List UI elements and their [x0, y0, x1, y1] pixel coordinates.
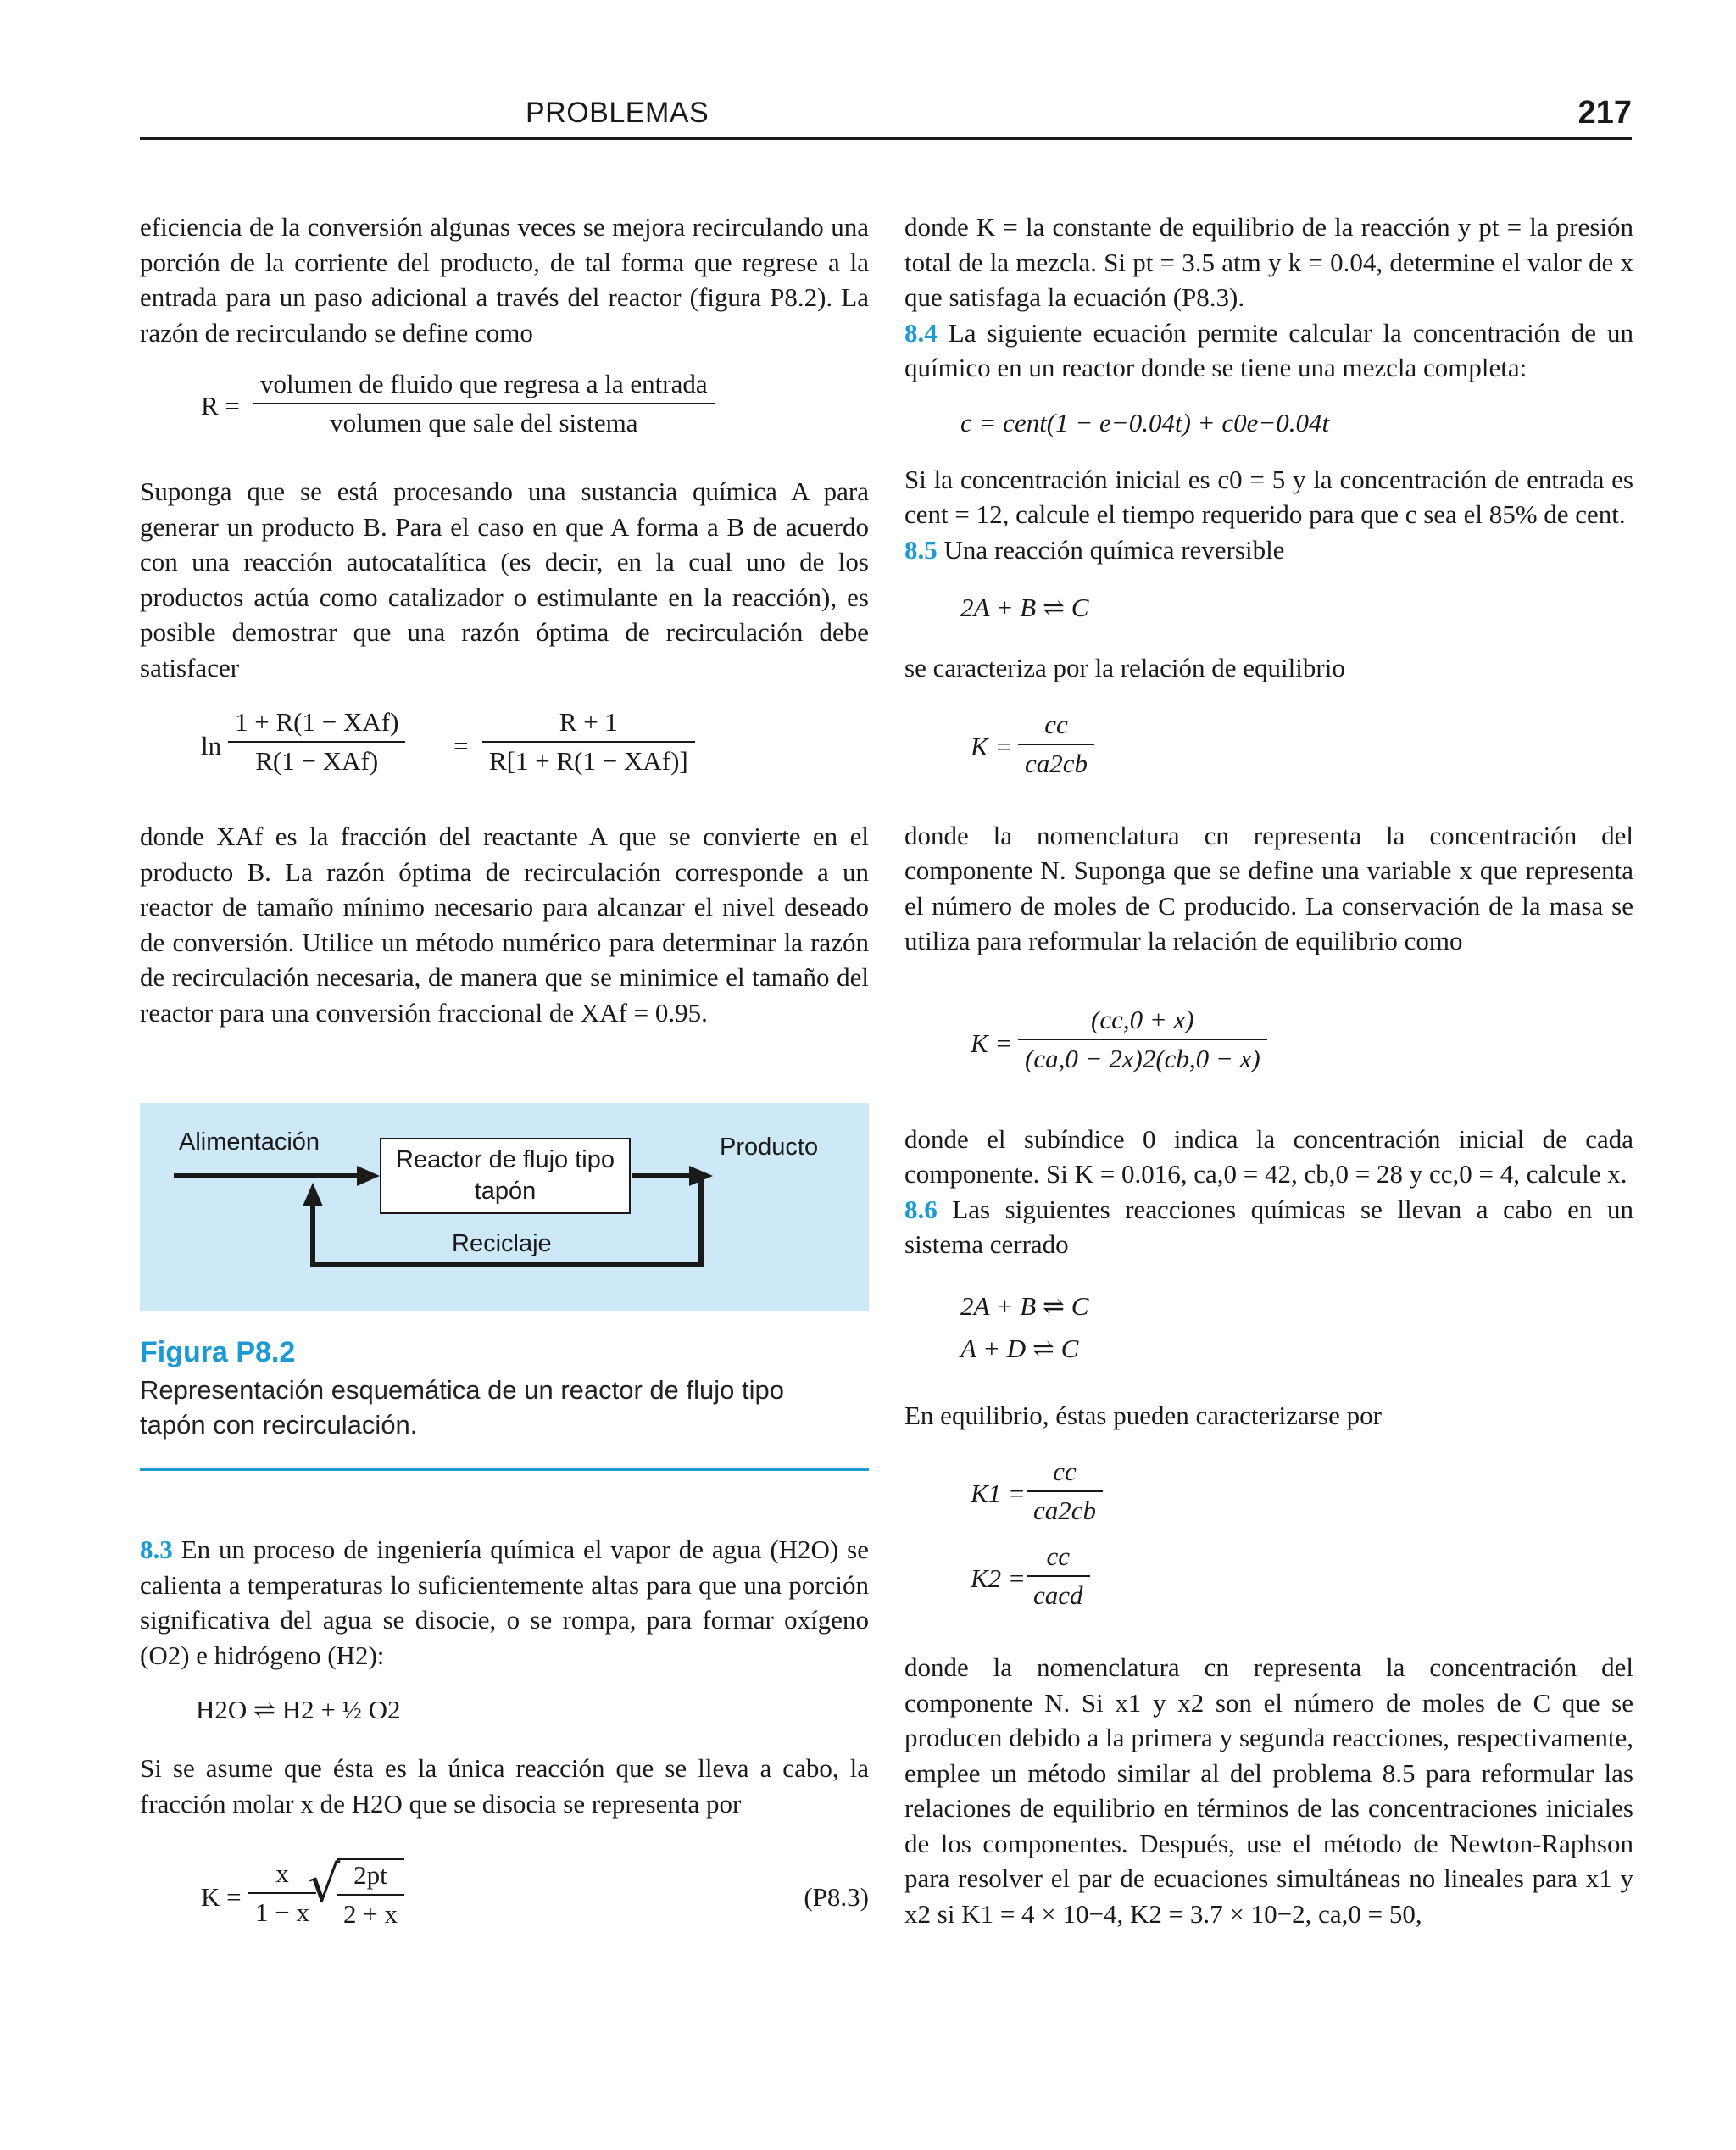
figure-reactor-diagram: [140, 1103, 869, 1311]
problem-8-3: [140, 1532, 869, 1673]
equation-concentration: c = cent(1 − e−0.04t) + c0e−0.04t: [960, 407, 1330, 437]
eq-k-root-numerator: 2pt: [337, 1860, 404, 1896]
problem-number: 8.3: [140, 1535, 173, 1564]
flow-arrows: [140, 1103, 869, 1311]
page-number: 217: [1577, 95, 1632, 131]
eq-ln-fraction: [228, 707, 405, 777]
eq-K1-lhs: K1 =: [971, 1479, 1026, 1508]
paragraph-newton-raphson: donde la nomenclatura cn representa la concentración del componente N. Si x1 y x2 son el número de moles de C que se producen debido a la primera y segunda reacciones, respectivamente, emplee un método similar al del problema 8.5 para reformular las relaciones de equilibrio en términos de las concentraciones iniciales de los componentes. Después, use el método de Newton-Raphson para resolver el par de ecuaciones simultáneas no lineales para x1 y x2 si K1 = 4 × 10−4, K2 = 3.7 × 10−2, ca,0 = 50,: [904, 1652, 1633, 1929]
recycle-loop: [313, 1176, 701, 1265]
equation-reformulated: [904, 1005, 1633, 1089]
problem-text: En un proceso de ingeniería química el vapor de agua (H2O) se calienta a temperaturas lo suficientemente altas para que una porción significativa del agua se disocie, o se rompa, para formar oxígeno (O2) e hidrógeno (H2):: [140, 1535, 869, 1670]
equation-tag: (P8.3): [804, 1882, 869, 1912]
problem-8-6: [904, 1192, 1633, 1262]
equation-K1: [904, 1457, 1633, 1535]
equation-optimal-recycle: [201, 707, 869, 788]
eq-k1-fraction: [1018, 710, 1094, 779]
equation-K2: [904, 1541, 1633, 1619]
equation-reaction: 2A + B ⇌ C: [960, 593, 1089, 622]
problem-number: 8.4: [904, 317, 938, 348]
eq-k-numerator: x: [248, 1858, 316, 1894]
problem-8-5: [904, 532, 1633, 568]
paragraph-autocatalytic: Suponga que se está procesando una sustancia química A para generar un producto B. Para el caso en que A forma a B de acuerdo con una reacción autocatalítica (es decir, en la cual uno de los productos actúa como catalizador o estimulante en la reacción), es posible demostrar que una razón óptima de recirculación debe satisfacer: [140, 476, 869, 682]
eq-K2-lhs: K2 =: [971, 1563, 1026, 1593]
eq-k-root-denominator: 2 + x: [343, 1899, 398, 1929]
eq-equals: =: [453, 731, 469, 760]
equation-reaction-1: 2A + B ⇌ C: [960, 1290, 1089, 1321]
equation-p8-3: [140, 1855, 869, 1940]
eq-K2-fraction: [1027, 1541, 1090, 1611]
eq-rhs-denominator: R[1 + R(1 − XAf)]: [489, 746, 688, 776]
eq-ln-denominator: R(1 − XAf): [255, 746, 379, 776]
page-header: [140, 95, 1632, 140]
eq-k-root-fraction: [337, 1858, 404, 1930]
problem-text: La siguiente ecuación permite calcular la concentración de un químico en un reactor donde se tiene una mezcla completa:: [904, 317, 1633, 382]
equation-water-dissociation: H2O ⇌ H2 + ½ O2: [196, 1695, 401, 1724]
eq-k2-fraction: [1018, 1005, 1267, 1074]
eq-k2-denominator: (ca,0 − 2x)2(cb,0 − x): [1025, 1043, 1260, 1073]
eq-rhs-numerator: R + 1: [482, 707, 695, 743]
problem-number: 8.5: [904, 534, 938, 565]
eq-k-denominator: 1 − x: [255, 1897, 309, 1927]
eq-K2-numerator: cc: [1027, 1541, 1090, 1577]
paragraph-at-equilibrium: En equilibrio, éstas pueden caracterizarse por: [904, 1400, 1382, 1430]
paragraph-recycle-intro: eficiencia de la conversión algunas veces se mejora recirculando una porción de la corriente del producto, de tal forma que regrese a la entrada para un paso adicional a través del reactor (figura P8.2). La razón de recirculando se define como: [140, 212, 869, 348]
recycle-arrowhead: [303, 1183, 323, 1206]
running-head: PROBLEMAS: [526, 97, 709, 129]
eq-k1-numerator: cc: [1018, 710, 1094, 745]
paragraph-equilibrium-relation: se caracteriza por la relación de equilibrio: [904, 653, 1345, 682]
problem-8-4: [904, 315, 1633, 386]
eq-K1-fraction: [1027, 1457, 1103, 1526]
equation-recycle-ratio: [201, 369, 869, 445]
eq-k1-lhs: K =: [971, 731, 1013, 761]
product-label: Producto: [720, 1133, 819, 1161]
eq-numerator: volumen de fluido que regresa a la entrada: [253, 369, 715, 404]
eq-lhs: R =: [201, 391, 240, 421]
paragraph-initial-concentration: Si la concentración inicial es c0 = 5 y la concentración de entrada es cent = 12, calcule el tiempo requerido para que c sea el 85% de cent.: [904, 464, 1633, 529]
right-column: [904, 209, 1633, 1931]
eq-k1-denominator: ca2cb: [1025, 748, 1088, 778]
eq-k2-lhs: K =: [971, 1028, 1013, 1058]
eq-K1-denominator: ca2cb: [1033, 1496, 1097, 1525]
feed-arrowhead: [357, 1166, 380, 1186]
paragraph-mole-fraction: Si se asume que ésta es la única reacción que se lleva a cabo, la fracción molar x de H2O que se disocia se representa por: [140, 1753, 869, 1819]
eq-K2-denominator: cacd: [1033, 1580, 1083, 1610]
reactor-label: Reactor de flujo tipo tapón: [396, 1146, 615, 1205]
eq-k2-numerator: (cc,0 + x): [1018, 1005, 1267, 1040]
sqrt-sign: √: [308, 1855, 341, 1914]
eq-ln-numerator: 1 + R(1 − XAf): [228, 707, 405, 743]
problem-text: Una reacción química reversible: [943, 534, 1285, 565]
recycle-label: Reciclaje: [452, 1230, 552, 1257]
eq-k-lhs: K =: [201, 1882, 242, 1912]
eq-K1-numerator: cc: [1027, 1457, 1103, 1492]
equation-equilibrium: [904, 710, 1633, 791]
feed-label: Alimentación: [179, 1128, 320, 1156]
problem-text: Las siguientes reacciones químicas se llevan a cabo en un sistema cerrado: [904, 1194, 1633, 1259]
eq-fraction: [253, 369, 715, 438]
left-column: [140, 209, 869, 1940]
eq-denominator: volumen que sale del sistema: [330, 408, 638, 437]
problem-number: 8.6: [904, 1194, 938, 1224]
paragraph-subscript: donde el subíndice 0 indica la concentración inicial de cada componente. Si K = 0.016, ca,0 = 42, cb,0 = 28 y cc,0 = 4, calcule x.: [904, 1123, 1633, 1189]
eq-k-fraction: [248, 1858, 316, 1928]
paragraph-conversion: donde XAf es la fracción del reactante A que se convierte en el producto B. La razón óptima de recirculación corresponde a un reactor de tamaño mínimo necesario para alcanzar el nivel deseado de conversión. Utilice un método numérico para determinar la razón de recirculación necesaria, de manera que se minimice el tamaño del reactor para una conversión fraccional de XAf = 0.95.: [140, 822, 869, 1028]
paragraph-nomenclature: donde la nomenclatura cn representa la concentración del componente N. Suponga que se define una variable x que representa el número de moles de C producido. La conservación de la masa se utiliza para reformular la relación de equilibrio como: [904, 820, 1633, 955]
eq-rhs-fraction: [482, 707, 695, 777]
paragraph-k-definition: donde K = la constante de equilibrio de la reacción y pt = la presión total de la mezcla. Si pt = 3.5 atm y k = 0.04, determine el valor de x que satisfaga la ecuación (P8.3).: [904, 212, 1633, 312]
equation-reaction-2: A + D ⇌ C: [960, 1333, 1079, 1363]
eq-ln: ln: [201, 731, 222, 760]
figure-divider: [140, 1468, 869, 1471]
figure-caption: Representación esquemática de un reactor de flujo tipo tapón con recirculación.: [140, 1375, 784, 1440]
figure-title: Figura P8.2: [140, 1336, 296, 1368]
